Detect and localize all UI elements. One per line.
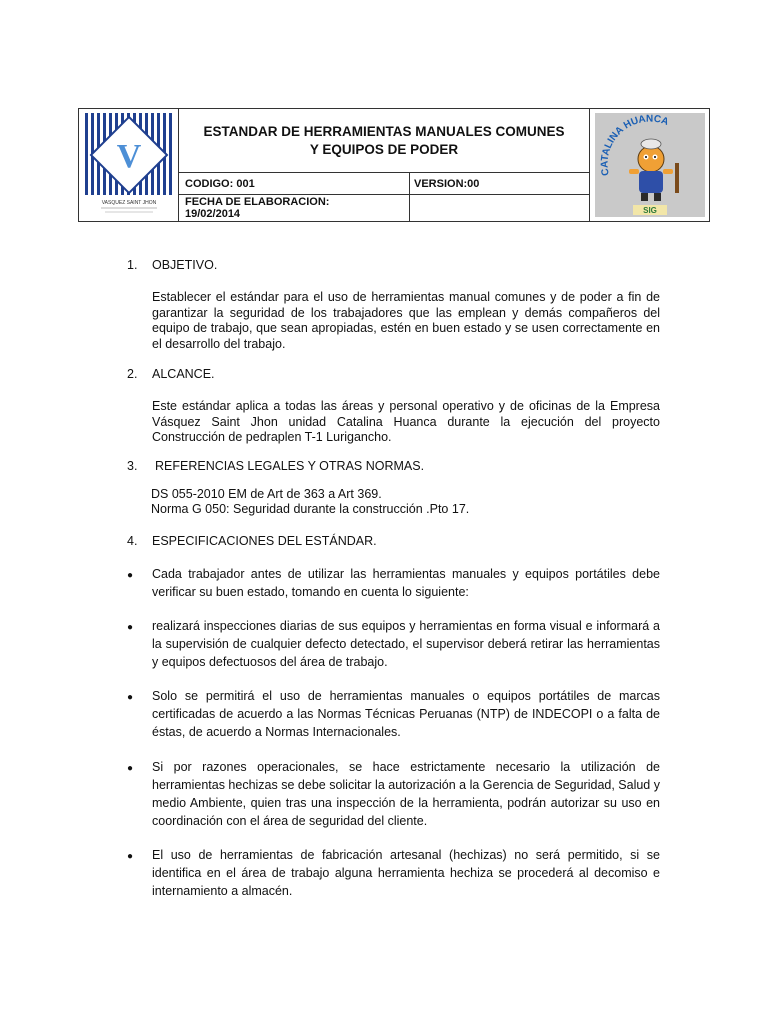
section1-title: OBJETIVO. [152,258,218,272]
svg-text:SIG: SIG [642,206,657,215]
svg-text:VASQUEZ SAINT JHON: VASQUEZ SAINT JHON [101,200,157,206]
section2-body: Este estándar aplica a todas las áreas y personal operativo y de oficinas de la Empresa Vásquez Saint Jhon unidad Catalina Huanca durante la ejecución del proyecto Construcción de pedraplen T-1 Lurigancho. [152,399,660,444]
bullet-icon: ● [127,622,134,633]
bullet-item: realizará inspecciones diarias de sus equipos y herramientas en forma visual e informará a la supervisión de cualquier defecto detectado, el supervisor deberá retirar las herramientas y equipos defectuosos del área de trabajo. [152,619,660,669]
section3-reference-1: DS 055-2010 EM de Art de 363 a Art 369. [151,487,382,501]
document-title [179,109,590,173]
company-logo-right [590,109,709,221]
section3-reference-2: Norma G 050: Seguridad durante la construcción .Pto 17. [151,502,470,516]
section2-title: ALCANCE. [152,367,215,381]
section1-number: 1. [127,258,138,272]
catalina-huanca-mascot-icon [595,113,705,217]
bullet-icon: ● [127,763,134,774]
section2-number: 2. [127,367,138,381]
codigo-field: CODIGO: 001 [179,173,410,195]
version-field: VERSION:00 [410,173,590,195]
bullet-item: Solo se permitirá el uso de herramientas manuales o equipos portátiles de marcas certificadas de acuerdo a las Normas Técnicas Peruanas (NTP) de INDECOPI o a falta de éstas, de acuerdo a Normas Internacionales. [152,689,660,739]
section4-number: 4. [127,534,138,548]
section1-body: Establecer el estándar para el uso de herramientas manual comunes y de poder a fin de garantizar la seguridad de los trabajadores que las emplean y demás compañeros del equipo de trabajo, que sean apropiadas, estén en buen estado y se usen correctamente en el desarrollo del trabajo. [152,290,660,351]
vasquez-logo-icon [79,109,179,221]
fecha-label: FECHA DE ELABORACION: [185,196,330,208]
section3-title: REFERENCIAS LEGALES Y OTRAS NORMAS. [155,459,425,473]
bullet-icon: ● [127,692,134,703]
fecha-field [179,195,410,221]
fecha-value: 19/02/2014 [185,208,241,220]
document-header-table [78,108,710,222]
document-title-line1: ESTANDAR DE HERRAMIENTAS MANUALES COMUNES [203,123,565,139]
svg-text:V: V [116,138,142,175]
bullet-item: Si por razones operacionales, se hace estrictamente necesario la utilización de herramientas hechizas se debe solicitar la autorización a la Gerencia de Seguridad, Salud y medio Ambiente, quien tras una inspección de la herramienta, podrán autorizar su uso en coordinación con el área de seguridad del cliente. [152,760,660,828]
document-title-line2: Y EQUIPOS DE PODER [309,141,459,157]
bullet-icon: ● [127,570,134,581]
empty-cell [410,195,590,221]
bullet-item: El uso de herramientas de fabricación artesanal (hechizas) no será permitido, si se identifica en el área de trabajo alguna herramienta hechiza se procederá al decomiso e internamiento a almacén. [152,848,660,898]
section3-number: 3. [127,459,138,473]
bullet-icon: ● [127,851,134,862]
bullet-item: Cada trabajador antes de utilizar las herramientas manuales y equipos portátiles debe verificar su buen estado, tomando en cuenta lo siguiente: [152,567,660,599]
company-logo-left [79,109,179,221]
svg-text:CATALINA HUANCA: CATALINA HUANCA [599,113,670,177]
section4-title: ESPECIFICACIONES DEL ESTÁNDAR. [152,534,377,548]
